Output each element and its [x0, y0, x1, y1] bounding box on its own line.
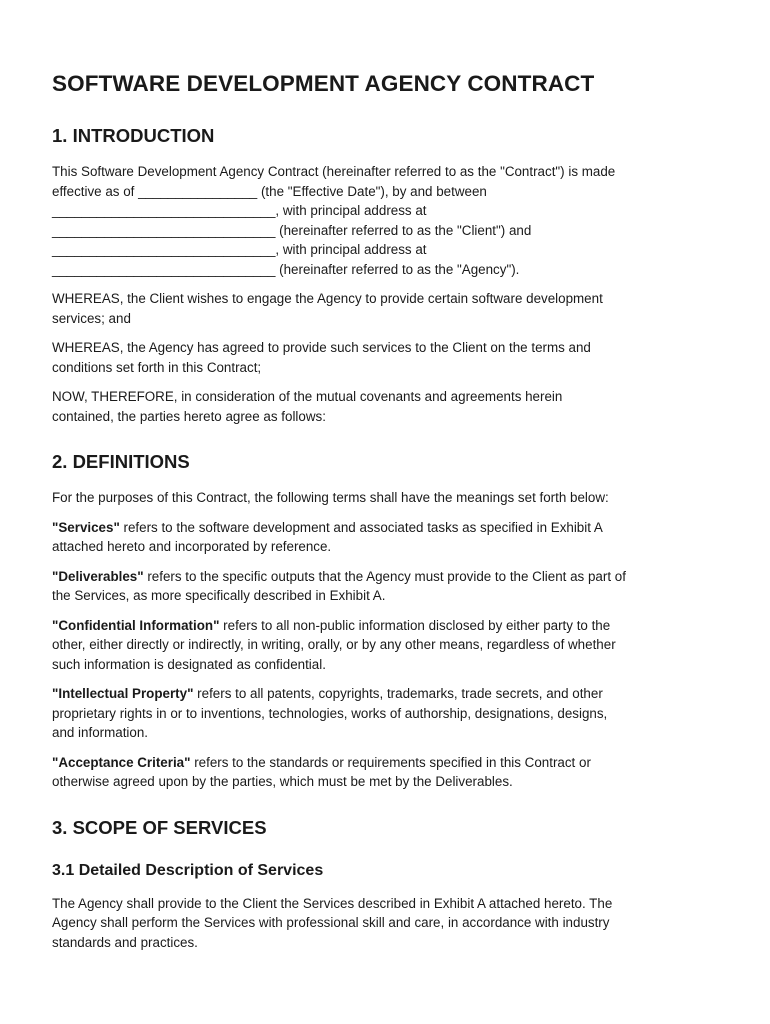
- definition-term: "Confidential Information": [52, 617, 220, 633]
- whereas-clause-2: WHEREAS, the Agency has agreed to provide such services to the Client on the terms and conditions set forth in this Contract;: [52, 340, 591, 375]
- subsection-heading-detailed-description: 3.1 Detailed Description of Services: [52, 861, 324, 879]
- definition-text: refers to the standards or requirements specified in this Contract or otherwise agreed upon by the parties, which must be met by the Deliverables.: [52, 754, 591, 789]
- introduction-paragraph: [52, 162, 718, 279]
- section-heading-definitions: 2. DEFINITIONS: [52, 451, 190, 472]
- definitions-intro: For the purposes of this Contract, the following terms shall have the meanings set forth below:: [52, 490, 609, 505]
- definition-intellectual-property: [52, 684, 718, 743]
- definition-services: [52, 518, 718, 557]
- section-heading-introduction: 1. INTRODUCTION: [52, 125, 215, 146]
- definition-term: "Intellectual Property": [52, 686, 194, 701]
- definition-confidential-information: [52, 616, 718, 675]
- intro-line: ______________________________ (hereinafter referred to as the "Client") and: [52, 222, 532, 238]
- definition-deliverables: [52, 567, 718, 606]
- definition-text: refers to the specific outputs that the Agency must provide to the Client as part of the Services, as more specifically described in Exhibit A.: [52, 568, 626, 603]
- intro-line: ______________________________, with principal address at: [52, 203, 427, 218]
- intro-line: ______________________________, with principal address at: [52, 242, 427, 257]
- intro-line: This Software Development Agency Contract (hereinafter referred to as the "Contract") is made: [52, 164, 616, 179]
- definition-text: refers to all patents, copyrights, trademarks, trade secrets, and other proprietary rights in or to inventions, technologies, works of authorship, designations, designs, and information.: [52, 686, 608, 740]
- definition-term: "Services": [52, 519, 120, 535]
- definition-text: refers to the software development and associated tasks as specified in Exhibit A attached hereto and incorporated by reference.: [52, 519, 603, 554]
- now-therefore-clause: NOW, THEREFORE, in consideration of the mutual covenants and agreements herein contained, the parties hereto agree as follows:: [52, 389, 563, 424]
- definition-text: refers to all non-public information disclosed by either party to the other, either directly or indirectly, in writing, orally, or by any other means, regardless of whether such information is designated as confidential.: [52, 617, 616, 672]
- section-heading-scope: 3. SCOPE OF SERVICES: [52, 816, 267, 838]
- definition-term: "Acceptance Criteria": [52, 754, 191, 770]
- definition-acceptance-criteria: [52, 753, 718, 792]
- intro-line: ______________________________ (hereinafter referred to as the "Agency").: [52, 261, 520, 277]
- whereas-clause-1: WHEREAS, the Client wishes to engage the Agency to provide certain software development services; and: [52, 291, 603, 326]
- intro-line: effective as of ________________ (the "Effective Date"), by and between: [52, 183, 487, 199]
- subsection-body: The Agency shall provide to the Client the Services described in Exhibit A attached hereto. The Agency shall perform the Services with professional skill and care, in accordance with industry standards and practices.: [52, 895, 613, 950]
- definition-term: "Deliverables": [52, 568, 144, 584]
- document-title: SOFTWARE DEVELOPMENT AGENCY CONTRACT: [52, 71, 595, 96]
